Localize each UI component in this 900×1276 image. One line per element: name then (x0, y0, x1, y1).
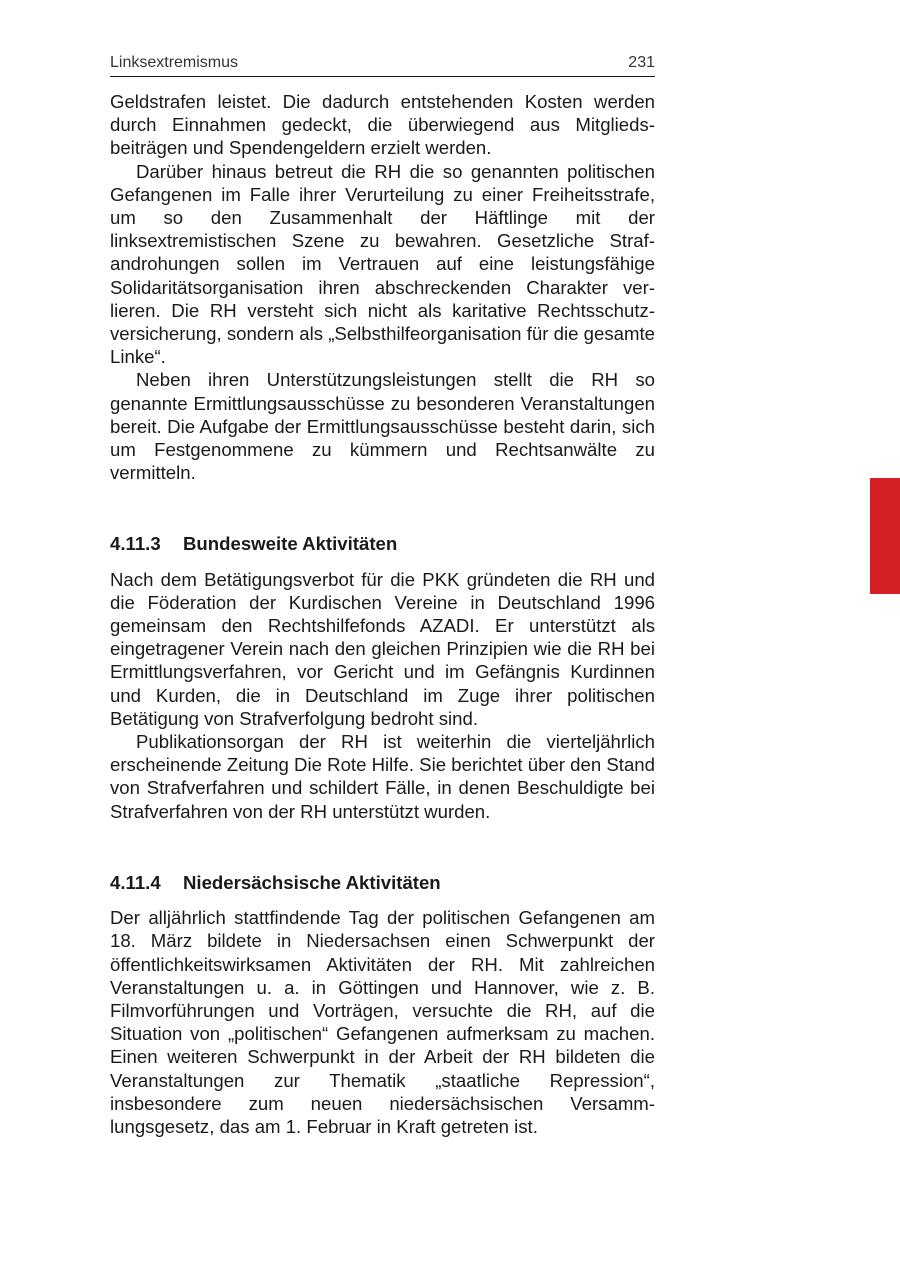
section-heading-niedersachsen (110, 871, 655, 894)
paragraph: Publikationsorgan der RH ist weiterhin die vierteljährlich erscheinende Zeitung Die Rote Hilfe. Sie berichtet über den Stand von Strafverfahren und schildert Fälle, in denen Beschuldigte bei Strafverfahren von der RH unterstützt wurden. (110, 731, 655, 822)
chapter-marker-tab (870, 478, 900, 594)
running-title: Linksextremismus (110, 54, 239, 71)
section-title: Bundesweite Aktivitäten (183, 533, 398, 555)
paragraph: Neben ihren Unterstützungsleistungen stellt die RH so genannte Ermittlungsausschüsse zu besonderen Veranstaltungen bereit. Die Aufgabe der Ermittlungsausschüsse besteht darin, sich um Festgenommene zu kümmern und Rechtsanwälte zu vermitteln. (110, 369, 655, 484)
page-number: 231 (628, 54, 655, 71)
section-title: Niedersächsische Aktivitäten (183, 871, 441, 893)
paragraph: Geldstrafen leistet. Die dadurch entstehenden Kosten werden durch Einnahmen gedeckt, die überwiegend aus Mitgliedsbeiträgen und Spendengeldern erzielt werden. (110, 91, 655, 159)
section-number: 4.11.4 (110, 871, 161, 893)
paragraph: Nach dem Betätigungsverbot für die PKK gründeten die RH und die Föderation der Kurdischen Vereine in Deutschland 1996 gemeinsam den Rechtshilfefonds AZADI. Er unterstützt als eingetragener Verein nach den gleichen Prinzipien wie die RH bei Ermittlungsverfahren, vor Gericht und im Gefängnis Kurdinnen und Kurden, die in Deutschland im Zuge ihrer politischen Betätigung von Strafverfolgung bedroht sind. (110, 568, 655, 729)
paragraph: Darüber hinaus betreut die RH die so genannten politischen Gefangenen im Falle ihrer Verurteilung zu einer Freiheitsstrafe, um so den Zusammenhalt der Häftlinge mit der linksextremistischen Szene zu bewahren. Gesetzliche Strafandrohungen sollen im Vertrauen auf eine leistungsfähige Solidaritätsorganisation ihren abschreckenden Charakter verlieren. Die RH versteht sich nicht als karitative Rechtsschutzversicherung, sondern als „Selbsthilfeorganisation für die gesamte Linke“. (110, 160, 655, 368)
page-body (110, 90, 655, 1138)
page-header (110, 52, 655, 77)
section-number: 4.11.3 (110, 533, 161, 555)
paragraph: Der alljährlich stattfindende Tag der politischen Gefangenen am 18. März bildete in Niedersachsen einen Schwerpunkt der öffentlichkeitswirksamen Aktivitäten der RH. Mit zahlreichen Veranstaltungen u. a. in Göttingen und Hannover, wie z. B. Filmvorführungen und Vorträgen, versuchte die RH, auf die Situation von „politischen“ Gefangenen aufmerksam zu machen. Einen weiteren Schwerpunkt in der Arbeit der RH bildeten die Veranstaltungen zur Thematik „staatliche Repression“, insbesondere zum neuen niedersächsischen Versammlungsgesetz, das am 1. Februar in Kraft getreten ist. (110, 907, 655, 1137)
section-heading-bundesweit (110, 532, 655, 555)
